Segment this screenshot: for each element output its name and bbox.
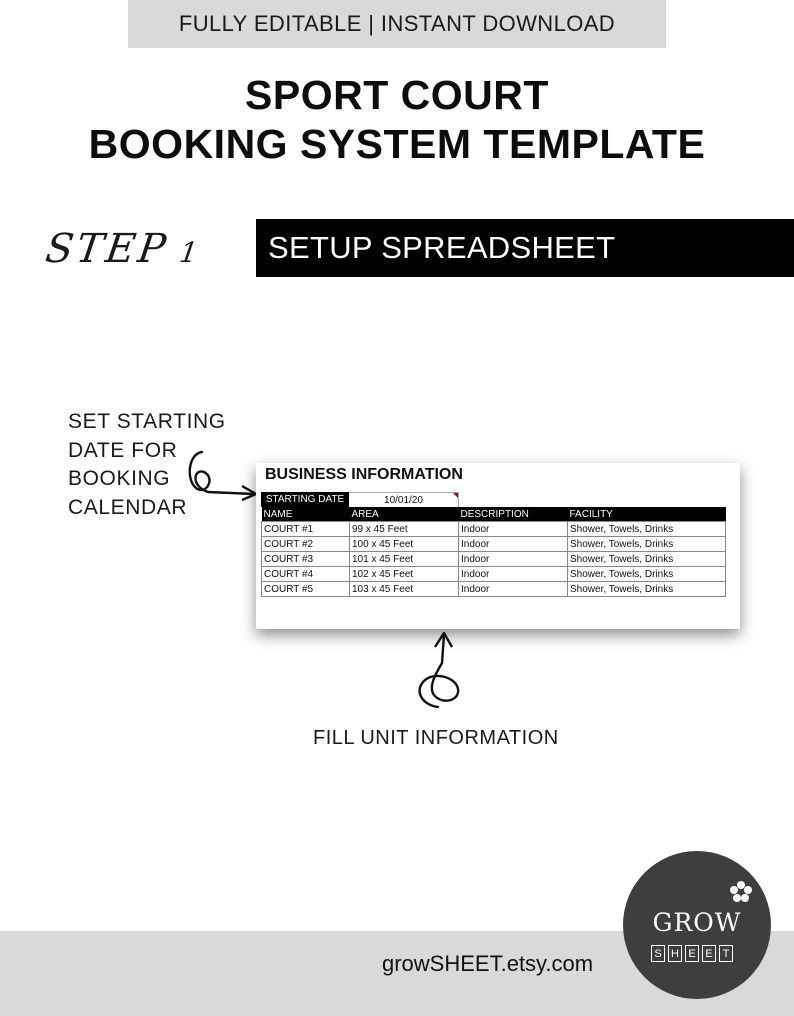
curly-arrow-up-icon <box>402 625 472 715</box>
table-cell[interactable]: 100 x 45 Feet <box>350 537 459 552</box>
starting-date-note-line: CALENDAR <box>68 495 188 519</box>
column-header-name: NAME <box>262 507 350 522</box>
table-cell[interactable]: Shower, Towels, Drinks <box>568 537 726 552</box>
starting-date-label: STARTING DATE <box>261 492 349 507</box>
table-cell[interactable]: COURT #2 <box>262 537 350 552</box>
table-cell[interactable]: Indoor <box>459 567 568 582</box>
starting-date-note-line: SET STARTING <box>68 410 226 433</box>
top-banner-text: FULLY EDITABLE | INSTANT DOWNLOAD <box>178 11 616 36</box>
table-cell[interactable]: Shower, Towels, Drinks <box>568 582 726 597</box>
logo-letter-box: E <box>702 945 716 962</box>
table-cell[interactable]: Shower, Towels, Drinks <box>568 567 726 582</box>
table-row <box>262 537 726 552</box>
step-number: 1 <box>177 236 203 269</box>
starting-date-note-line: DATE FOR <box>68 438 178 462</box>
logo-letter-box: T <box>719 945 733 962</box>
starting-date-row <box>261 492 459 507</box>
table-row <box>262 552 726 567</box>
starting-date-cell[interactable] <box>349 492 459 508</box>
fill-unit-note: FILL UNIT INFORMATION <box>313 727 559 749</box>
table-row <box>262 522 726 537</box>
logo-letter-box: E <box>685 945 699 962</box>
step-heading-box <box>256 219 794 277</box>
logo-word-grow: GROW <box>652 908 742 937</box>
table-cell[interactable]: Indoor <box>459 552 568 567</box>
table-cell[interactable]: 102 x 45 Feet <box>350 567 459 582</box>
step-label <box>43 226 204 272</box>
starting-date-note-line: BOOKING <box>68 467 171 490</box>
table-cell[interactable]: Indoor <box>459 522 568 537</box>
top-banner <box>128 0 666 48</box>
column-header-facility: FACILITY <box>568 507 726 522</box>
table-cell[interactable]: 101 x 45 Feet <box>350 552 459 567</box>
table-row <box>262 582 726 597</box>
footer-url-link[interactable]: growSHEET.etsy.com <box>382 951 594 976</box>
page-title-line-2: BOOKING SYSTEM TEMPLATE <box>88 121 706 167</box>
step-heading: SETUP SPREADSHEET <box>268 230 616 265</box>
table-cell[interactable]: COURT #5 <box>262 582 350 597</box>
table-cell[interactable]: 103 x 45 Feet <box>350 582 459 597</box>
sheet-title: BUSINESS INFORMATION <box>265 466 463 483</box>
step-label-word: STEP <box>42 226 172 272</box>
column-header-description: DESCRIPTION <box>459 507 568 522</box>
flower-icon <box>729 880 753 904</box>
table-cell[interactable]: 99 x 45 Feet <box>350 522 459 537</box>
spreadsheet-preview <box>256 463 740 629</box>
table-cell[interactable]: COURT #3 <box>262 552 350 567</box>
table-cell[interactable]: Shower, Towels, Drinks <box>568 552 726 567</box>
table-header-row <box>262 507 726 522</box>
table-row <box>262 567 726 582</box>
table-cell[interactable]: COURT #1 <box>262 522 350 537</box>
column-header-area: AREA <box>350 507 459 522</box>
logo-word-sheet <box>651 945 733 962</box>
logo-letter-box: H <box>668 945 682 962</box>
starting-date-value: 10/01/20 <box>384 494 423 506</box>
comment-marker-icon <box>453 493 458 498</box>
table-cell[interactable]: Indoor <box>459 537 568 552</box>
page-title-line-1: SPORT COURT <box>245 72 549 118</box>
logo-letter-box: S <box>651 945 665 962</box>
table-cell[interactable]: COURT #4 <box>262 567 350 582</box>
table-cell[interactable]: Indoor <box>459 582 568 597</box>
court-table <box>261 507 726 597</box>
table-cell[interactable]: Shower, Towels, Drinks <box>568 522 726 537</box>
curly-arrow-right-icon <box>180 440 264 510</box>
